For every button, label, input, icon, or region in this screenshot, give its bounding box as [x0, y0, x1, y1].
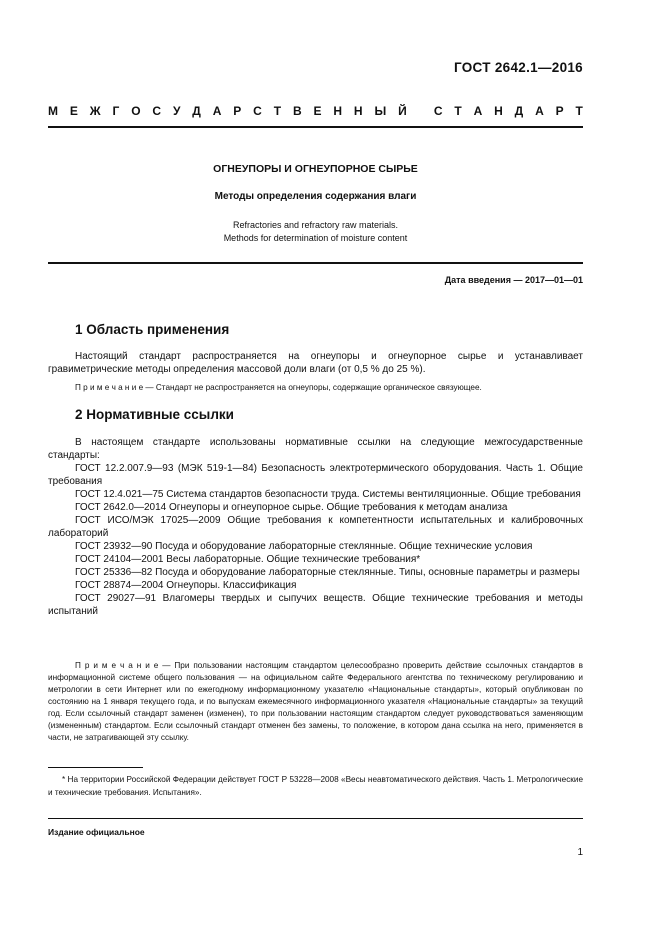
- document-title: ОГНЕУПОРЫ И ОГНЕУПОРНОЕ СЫРЬЕ: [213, 163, 418, 175]
- reference-item: ГОСТ 25336—82 Посуда и оборудование лабораторные стеклянные. Типы, основные параметры и размеры: [75, 567, 580, 578]
- reference-item: ГОСТ 12.4.021—75 Система стандартов безопасности труда. Системы вентиляционные. Общие требования: [75, 489, 581, 500]
- english-title-line-2: Methods for determination of moisture content: [223, 233, 408, 243]
- section-1-note: [48, 382, 583, 394]
- section-2-heading: 2 Нормативные ссылки: [75, 407, 234, 422]
- interstate-standard-banner: [48, 104, 583, 118]
- banner-letter: О: [131, 104, 141, 118]
- reference-item: ГОСТ 2642.0—2014 Огнеупоры и огнеупорное сырье. Общие требования к методам анализа: [75, 502, 508, 513]
- banner-letter: Н: [353, 104, 363, 118]
- bottom-rule: [48, 818, 583, 819]
- banner-letter: А: [212, 104, 222, 118]
- standard-code: ГОСТ 2642.1—2016: [453, 60, 583, 75]
- section-1-text: Настоящий стандарт распространяется на огнеупоры и огнеупорное сырье и устанавливает гравиметрические методы определения массовой доли влаги (от 0,5 % до 25 %).: [48, 351, 583, 375]
- banner-letter: Н: [494, 104, 503, 118]
- reference-item: ГОСТ 12.2.007.9—93 (МЭК 519-1—84) Безопасность электротермического оборудования. Часть 1. Общие требования: [48, 463, 583, 487]
- banner-letter: С: [253, 104, 262, 118]
- banner-letter: Р: [555, 104, 564, 118]
- banner-letter: М: [48, 104, 58, 118]
- reference-item: ГОСТ 24104—2001 Весы лабораторные. Общие технические требования*: [75, 554, 421, 565]
- banner-letter: С: [152, 104, 162, 118]
- reference-item: ГОСТ 28874—2004 Огнеупоры. Классификация: [75, 580, 297, 591]
- reference-item: ГОСТ 29027—91 Влагомеры твердых и сыпучих веществ. Общие технические требования и методы испытаний: [48, 593, 583, 617]
- footnote-rule: [48, 767, 143, 768]
- banner-letter: [419, 104, 422, 118]
- reference-item: ГОСТ 23932—90 Посуда и оборудование лабораторные стеклянные. Общие технические условия: [75, 541, 533, 552]
- reference-list: [0, 462, 661, 618]
- banner-letter: Т: [454, 104, 462, 118]
- introduction-date: Дата введения — 2017—01—01: [444, 275, 583, 285]
- banner-letter: А: [535, 104, 544, 118]
- banner-letter: Е: [69, 104, 78, 118]
- section-2-note: [48, 660, 583, 744]
- note-text: — Стандарт не распространяется на огнеупоры, содержащие органическое связующее.: [143, 383, 482, 392]
- banner-letter: Е: [313, 104, 322, 118]
- section-2-intro: В настоящем стандарте использованы нормативные ссылки на следующие межгосударственные стандарты:: [48, 437, 583, 461]
- banner-letter: Д: [192, 104, 201, 118]
- banner-letter: У: [172, 104, 181, 118]
- banner-letter: Н: [333, 104, 343, 118]
- note-label: П р и м е ч а н и е: [75, 383, 144, 392]
- banner-letter: А: [473, 104, 483, 118]
- footnote: * На территории Российской Федерации действует ГОСТ Р 53228—2008 «Весы неавтоматического действия. Часть 1. Метрологические и технические требования. Испытания».: [48, 775, 583, 797]
- title-rule: [48, 262, 583, 264]
- banner-letter: Р: [233, 104, 242, 118]
- banner-letter: Т: [273, 104, 282, 118]
- english-title: [48, 219, 583, 245]
- reference-item: ГОСТ ИСО/МЭК 17025—2009 Общие требования к компетентности испытательных и калибровочных лабораторий: [48, 515, 583, 539]
- document-subtitle: Методы определения содержания влаги: [214, 191, 417, 202]
- banner-letter: Ы: [374, 104, 387, 118]
- top-rule: [48, 126, 583, 128]
- banner-letter: Ж: [89, 104, 101, 118]
- section-1-heading: 1 Область применения: [75, 322, 230, 337]
- official-edition-label: Издание официальное: [48, 827, 145, 837]
- banner-letter: Д: [514, 104, 524, 118]
- note-label: П р и м е ч а н и е: [75, 661, 159, 670]
- english-title-line-1: Refractories and refractory raw materials.: [232, 220, 399, 230]
- banner-letter: Г: [112, 104, 120, 118]
- banner-letter: В: [292, 104, 302, 118]
- banner-letter: Т: [575, 104, 583, 118]
- banner-letter: С: [433, 104, 443, 118]
- banner-letter: Й: [398, 104, 407, 118]
- page-number: 1: [577, 847, 583, 858]
- note-text: — При пользовании настоящим стандартом целесообразно проверить действие ссылочных стандартов в информационной системе общего пользования — на официальном сайте Федерального агентства по техническому регулированию и метрологии в сети Интернет или по ежегодному информационному указателю «Национальные стандарты», который опубликован по состоянию на 1 января текущего года, и по выпускам ежемесячного информационного указателя «Национальные стандарты» за текущий год. Если ссылочный стандарт заменен (изменен), то при пользовании настоящим стандартом следует руководствоваться заменяющим (измененным) стандартом. Если ссылочный стандарт отменен без замены, то положение, в котором дана ссылка на него, применяется в части, не затрагивающей эту ссылку.: [48, 661, 583, 742]
